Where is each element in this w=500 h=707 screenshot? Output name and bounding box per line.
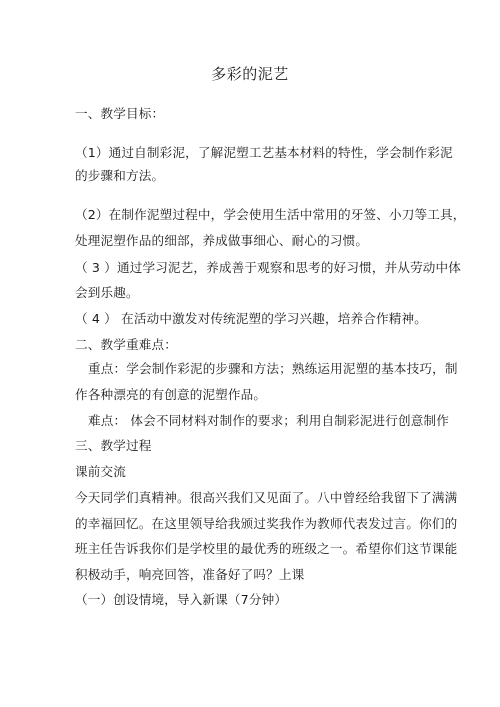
subheading-section-one: （一）创设情境，导入新课（7分钟）: [75, 592, 288, 607]
paragraph-line: 难点： 体会不同材料对制作的要求；利用自制彩泥进行创意制作: [88, 413, 449, 428]
paragraph-line: 会到乐趣。: [75, 285, 139, 300]
paragraph-line: 作各种漂亮的有创意的泥塑作品。: [75, 387, 267, 402]
paragraph-line: （ 4 ） 在活动中激发对传统泥塑的学习兴趣，培养合作精神。: [75, 311, 427, 326]
paragraph-line: 的幸福回忆。在这里领导给我颁过奖我作为教师代表发过言。你们的: [75, 516, 458, 531]
section-heading-process: 三、教学过程: [75, 438, 152, 453]
paragraph-line: （ 3 ）通过学习泥艺，养成善于观察和思考的好习惯，并从劳动中体: [75, 260, 462, 275]
document-title: 多彩的泥艺: [211, 65, 289, 83]
paragraph-line: 积极动手，响亮回答，准备好了吗？上课: [75, 567, 305, 582]
paragraph-line: 今天同学们真精神。很高兴我们又见面了。八中曾经给我留下了满满: [75, 490, 458, 505]
section-heading-key-points: 二、教学重难点：: [75, 337, 177, 352]
paragraph-line: 的步骤和方法。: [75, 168, 165, 183]
paragraph-line: （2）在制作泥塑过程中，学会使用生活中常用的牙签、小刀等工具，: [75, 207, 466, 222]
paragraph-line: 班主任告诉我你们是学校里的最优秀的班级之一。希望你们这节课能: [75, 541, 458, 556]
paragraph-line: 处理泥塑作品的细部，养成做事细心、耐心的习惯。: [75, 233, 369, 248]
subheading-pre-class: 课前交流: [75, 464, 126, 479]
paragraph-line: 重点：学会制作彩泥的步骤和方法；熟练运用泥塑的基本技巧，制: [88, 361, 458, 376]
section-heading-objectives: 一、教学目标：: [75, 106, 165, 121]
paragraph-line: （1）通过自制彩泥，了解泥塑工艺基本材料的特性，学会制作彩泥: [75, 145, 453, 160]
